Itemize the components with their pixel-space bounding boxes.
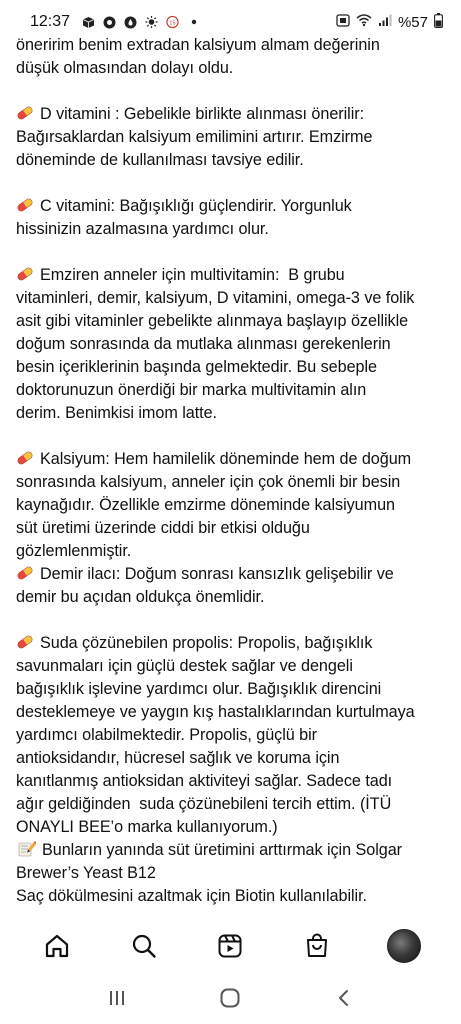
- recents-icon[interactable]: [97, 978, 137, 1018]
- search-icon[interactable]: [122, 924, 166, 968]
- caption-line: öneririm benim extradan kalsiyum almam değerinin: [16, 36, 380, 54]
- caption-line: demir bu açıdan oldukça önemlidir.: [16, 588, 265, 606]
- caption-line: ONAYLI BEE’o marka kullanıyorum.): [16, 818, 278, 836]
- caption-closing: Saç dökülmesini azaltmak için Biotin kullanılabilir.: [16, 887, 367, 905]
- signal-icon: [378, 13, 392, 31]
- alarm-icon: [336, 13, 350, 31]
- section-extras: [16, 839, 447, 908]
- caption-line: doktorunuzun önerdiği bir marka multivitamin alın: [16, 381, 367, 399]
- caption-line: yardımcı olabilmektedir. Propolis, güçlü bir: [16, 726, 317, 744]
- section-kalsiyum: [16, 448, 447, 563]
- post-caption: [16, 34, 447, 908]
- caption-line: besin içeriklerinin başında gelmektedir. Bu sebeple: [16, 358, 377, 376]
- box-icon: [82, 16, 95, 29]
- caption-line: desteklemeye ve yaygın kış hastalıklarından kurtulmaya: [16, 703, 415, 721]
- caption-line: savunmaları için güçlü destek sağlar ve dengeli: [16, 657, 353, 675]
- avatar: [387, 929, 421, 963]
- caption-line: sonrasında kalsiyum, anneler için çok önemli bir besin: [16, 473, 401, 491]
- system-nav: [0, 972, 461, 1024]
- caption-line: kaynağıdır. Özellikle emzirme döneminde kalsiyumun: [16, 496, 395, 514]
- caption-line: antioksidandır, hücresel sağlık ve koruma için: [16, 749, 340, 767]
- caption-line: D vitamini : Gebelikle birlikte alınması önerilir:: [40, 105, 365, 123]
- caption-line: Kalsiyum: Hem hamilelik döneminde hem de doğum: [40, 450, 412, 468]
- back-icon[interactable]: [324, 978, 364, 1018]
- wifi-icon: [356, 13, 372, 31]
- pill-icon: [16, 197, 34, 213]
- battery-icon: [434, 13, 443, 32]
- dot-icon: [187, 16, 200, 29]
- caption-line: vitaminleri, demir, kalsiyum, D vitamini, omega-3 ve folik: [16, 289, 415, 307]
- caption-line: düşük olmasından dolayı oldu.: [16, 59, 234, 77]
- pill-icon: [16, 266, 34, 282]
- drop-icon: [124, 16, 137, 29]
- calendar-icon: [166, 16, 179, 29]
- caption-line: doğum sonrasında da mutlaka alınması gerekenlerin: [16, 335, 391, 353]
- caption-line: Demir ilacı: Doğum sonrası kansızlık gelişebilir ve: [40, 565, 394, 583]
- caption-line: Bunların yanında süt üretimini arttırmak için Solgar: [42, 841, 402, 859]
- caption-line: Bağırsaklardan kalsiyum emilimini artırır. Emzirme: [16, 128, 373, 146]
- status-right: [336, 13, 443, 32]
- caption-line: Suda çözünebilen propolis: Propolis, bağışıklık: [40, 634, 373, 652]
- profile-avatar[interactable]: [382, 924, 426, 968]
- caption-line: bağışıklık işlevine yardımcı olur. Bağışıklık direncini: [16, 680, 382, 698]
- caption-line: hissinizin azalmasına yardımcı olur.: [16, 220, 269, 238]
- status-time: 12:37: [30, 13, 71, 30]
- sun-icon: [145, 16, 158, 29]
- section-propolis: [16, 632, 447, 839]
- pill-icon: [16, 634, 34, 650]
- shop-icon[interactable]: [295, 924, 339, 968]
- caption-line: derim. Benimkisi imom latte.: [16, 404, 217, 422]
- pill-icon: [16, 450, 34, 466]
- caption-line: süt üretimi üzerinde ciddi bir etkisi olduğu: [16, 519, 310, 537]
- bottom-nav: [0, 918, 461, 974]
- caption-intro: [16, 34, 447, 80]
- reels-icon[interactable]: [208, 924, 252, 968]
- caption-line: C vitamini: Bağışıklığı güçlendirir. Yorgunluk: [40, 197, 352, 215]
- battery-percent: %57: [397, 13, 428, 31]
- caption-line: ağır geldiğinden suda çözünebileni tercih ettim. (İTÜ: [16, 795, 392, 813]
- home-icon[interactable]: [35, 924, 79, 968]
- caption-line: asit gibi vitaminler gebelikte alınmaya başlayıp özellikle: [16, 312, 409, 330]
- section-multivitamin: [16, 264, 447, 425]
- section-c-vitamini: [16, 195, 447, 241]
- caption-line: kanıtlanmış antioksidan aktiviteyi sağlar. Sadece tadı: [16, 772, 393, 790]
- caption-line: gözlemlenmiştir.: [16, 542, 132, 560]
- pill-icon: [16, 565, 34, 581]
- home-circle-icon[interactable]: [210, 978, 250, 1018]
- circle-dark-icon: [103, 16, 116, 29]
- caption-line: Brewer’s Yeast B12: [16, 864, 156, 882]
- memo-icon: [18, 841, 36, 857]
- status-left: [30, 13, 200, 31]
- section-d-vitamini: [16, 103, 447, 172]
- pill-icon: [16, 105, 34, 121]
- caption-line: döneminde de kullanılması tavsiye edilir.: [16, 151, 304, 169]
- section-demir: [16, 563, 447, 609]
- svg-text:15: 15: [169, 20, 176, 27]
- caption-line: Emziren anneler için multivitamin: B grubu: [40, 266, 345, 284]
